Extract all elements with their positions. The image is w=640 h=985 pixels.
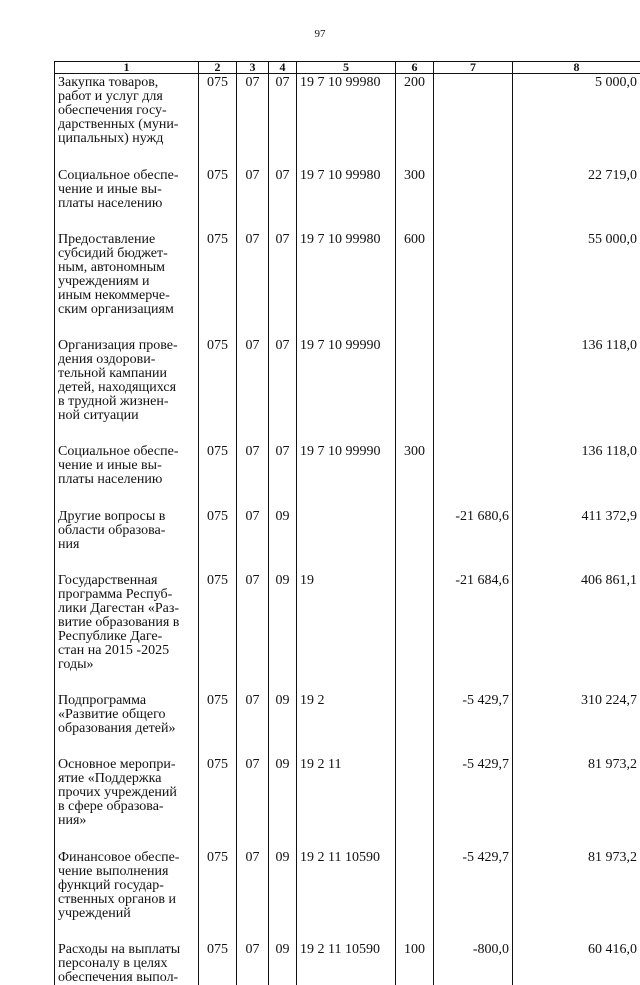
row-name-line: детей, находящихся	[58, 381, 196, 395]
admin-code-cell: 075	[199, 508, 237, 572]
row-name-line: дения оздорови-	[58, 353, 196, 367]
column-header: 6	[396, 62, 434, 74]
row-name-cell	[55, 756, 199, 849]
subsection-code-cell: 07	[269, 167, 297, 231]
row-name-line: программа Респуб-	[58, 588, 196, 602]
row-name-line: чение и иные вы-	[58, 459, 196, 473]
row-name-line: прочих учреждений	[58, 786, 196, 800]
admin-code-cell: 075	[199, 74, 237, 168]
row-name-line: Подпрограмма	[58, 694, 196, 708]
column-header: 8	[513, 62, 640, 74]
target-article-cell: 19 7 10 99980	[297, 167, 396, 231]
table-row	[55, 167, 640, 231]
row-name-line: чение и иные вы-	[58, 183, 196, 197]
target-article-cell: 19 7 10 99990	[297, 337, 396, 443]
row-name-line: «Развитие общего	[58, 708, 196, 722]
row-name-cell	[55, 231, 199, 337]
subsection-code-cell: 09	[269, 941, 297, 985]
total-amount-cell: 81 973,2	[513, 756, 640, 849]
row-name-line: Республике Даге-	[58, 630, 196, 644]
expense-type-cell: 100	[396, 941, 434, 985]
row-name-cell	[55, 167, 199, 231]
budget-table	[54, 61, 640, 985]
target-article-cell: 19 2	[297, 692, 396, 756]
row-name-line: обеспечения госу-	[58, 104, 196, 118]
expense-type-cell	[396, 508, 434, 572]
row-name-line: учреждений	[58, 907, 196, 921]
table-row	[55, 508, 640, 572]
total-amount-cell: 5 000,0	[513, 74, 640, 168]
row-name-line: Государственная	[58, 574, 196, 588]
table-row	[55, 692, 640, 756]
row-name-line: Предоставление	[58, 233, 196, 247]
table-row	[55, 756, 640, 849]
total-amount-cell: 411 372,9	[513, 508, 640, 572]
row-name-line: ния	[58, 538, 196, 552]
total-amount-cell: 310 224,7	[513, 692, 640, 756]
row-name-cell	[55, 849, 199, 941]
change-amount-cell: -5 429,7	[434, 692, 513, 756]
section-code-cell: 07	[237, 337, 269, 443]
admin-code-cell: 075	[199, 337, 237, 443]
row-name-line: субсидий бюджет-	[58, 247, 196, 261]
subsection-code-cell: 09	[269, 572, 297, 692]
target-article-cell: 19 2 11 10590	[297, 941, 396, 985]
row-name-line: Организация прове-	[58, 339, 196, 353]
admin-code-cell: 075	[199, 231, 237, 337]
row-name-line: области образова-	[58, 524, 196, 538]
column-header: 5	[297, 62, 396, 74]
total-amount-cell: 136 118,0	[513, 337, 640, 443]
section-code-cell: 07	[237, 167, 269, 231]
table-row	[55, 337, 640, 443]
row-name-line: ским организациям	[58, 303, 196, 317]
row-name-cell	[55, 74, 199, 168]
expense-type-cell	[396, 849, 434, 941]
change-amount-cell: -21 684,6	[434, 572, 513, 692]
subsection-code-cell: 07	[269, 337, 297, 443]
section-code-cell: 07	[237, 756, 269, 849]
row-name-cell	[55, 508, 199, 572]
expense-type-cell: 300	[396, 167, 434, 231]
table-row	[55, 443, 640, 508]
subsection-code-cell: 09	[269, 692, 297, 756]
table-row	[55, 572, 640, 692]
row-name-line: лики Дагестан «Раз-	[58, 602, 196, 616]
row-name-line: образования детей»	[58, 722, 196, 736]
admin-code-cell: 075	[199, 692, 237, 756]
admin-code-cell: 075	[199, 941, 237, 985]
row-name-line: учреждениям и	[58, 275, 196, 289]
change-amount-cell: -5 429,7	[434, 756, 513, 849]
row-name-line: Социальное обеспе-	[58, 445, 196, 459]
row-name-line: ственных органов и	[58, 893, 196, 907]
total-amount-cell: 60 416,0	[513, 941, 640, 985]
row-name-line: ной ситуации	[58, 409, 196, 423]
change-amount-cell: -21 680,6	[434, 508, 513, 572]
change-amount-cell: -5 429,7	[434, 849, 513, 941]
page-number: 97	[0, 28, 640, 40]
admin-code-cell: 075	[199, 756, 237, 849]
row-name-line: годы»	[58, 658, 196, 672]
table-row	[55, 941, 640, 985]
column-header: 2	[199, 62, 237, 74]
row-name-line: дарственных (муни-	[58, 118, 196, 132]
expense-type-cell: 600	[396, 231, 434, 337]
subsection-code-cell: 07	[269, 231, 297, 337]
section-code-cell: 07	[237, 74, 269, 168]
row-name-line: иным некоммерче-	[58, 289, 196, 303]
total-amount-cell: 81 973,2	[513, 849, 640, 941]
expense-type-cell	[396, 337, 434, 443]
column-header: 4	[269, 62, 297, 74]
table-body	[55, 74, 640, 985]
row-name-line: Основное меропри-	[58, 758, 196, 772]
total-amount-cell: 22 719,0	[513, 167, 640, 231]
subsection-code-cell: 09	[269, 849, 297, 941]
subsection-code-cell: 07	[269, 74, 297, 168]
total-amount-cell: 136 118,0	[513, 443, 640, 508]
row-name-line: работ и услуг для	[58, 90, 196, 104]
change-amount-cell	[434, 74, 513, 168]
change-amount-cell	[434, 167, 513, 231]
row-name-line: ципальных) нужд	[58, 132, 196, 146]
table-row	[55, 74, 640, 168]
expense-type-cell	[396, 756, 434, 849]
change-amount-cell	[434, 231, 513, 337]
section-code-cell: 07	[237, 692, 269, 756]
row-name-line: обеспечения выпол-	[58, 971, 196, 985]
target-article-cell: 19 2 11	[297, 756, 396, 849]
row-name-cell	[55, 337, 199, 443]
admin-code-cell: 075	[199, 849, 237, 941]
section-code-cell: 07	[237, 849, 269, 941]
target-article-cell: 19 7 10 99980	[297, 231, 396, 337]
target-article-cell: 19 7 10 99990	[297, 443, 396, 508]
row-name-line: платы населению	[58, 197, 196, 211]
row-name-line: ятие «Поддержка	[58, 772, 196, 786]
column-header: 1	[55, 62, 199, 74]
subsection-code-cell: 09	[269, 508, 297, 572]
row-name-line: Расходы на выплаты	[58, 943, 196, 957]
section-code-cell: 07	[237, 572, 269, 692]
row-name-line: в сфере образова-	[58, 800, 196, 814]
section-code-cell: 07	[237, 231, 269, 337]
target-article-cell	[297, 508, 396, 572]
column-header: 3	[237, 62, 269, 74]
total-amount-cell: 55 000,0	[513, 231, 640, 337]
admin-code-cell: 075	[199, 167, 237, 231]
target-article-cell: 19 7 10 99980	[297, 74, 396, 168]
subsection-code-cell: 09	[269, 756, 297, 849]
row-name-cell	[55, 443, 199, 508]
section-code-cell: 07	[237, 941, 269, 985]
row-name-line: ния»	[58, 814, 196, 828]
target-article-cell: 19 2 11 10590	[297, 849, 396, 941]
row-name-cell	[55, 572, 199, 692]
total-amount-cell: 406 861,1	[513, 572, 640, 692]
row-name-cell	[55, 941, 199, 985]
admin-code-cell: 075	[199, 443, 237, 508]
expense-type-cell	[396, 572, 434, 692]
row-name-line: функций государ-	[58, 879, 196, 893]
row-name-line: тельной кампании	[58, 367, 196, 381]
row-name-line: Другие вопросы в	[58, 510, 196, 524]
expense-type-cell: 200	[396, 74, 434, 168]
table-row	[55, 849, 640, 941]
column-header: 7	[434, 62, 513, 74]
row-name-line: платы населению	[58, 473, 196, 487]
table-row	[55, 231, 640, 337]
row-name-cell	[55, 692, 199, 756]
expense-type-cell	[396, 692, 434, 756]
section-code-cell: 07	[237, 508, 269, 572]
expense-type-cell: 300	[396, 443, 434, 508]
admin-code-cell: 075	[199, 572, 237, 692]
row-name-line: чение выполнения	[58, 865, 196, 879]
row-name-line: Социальное обеспе-	[58, 169, 196, 183]
subsection-code-cell: 07	[269, 443, 297, 508]
change-amount-cell	[434, 337, 513, 443]
row-name-line: Закупка товаров,	[58, 76, 196, 90]
row-name-line: в трудной жизнен-	[58, 395, 196, 409]
section-code-cell: 07	[237, 443, 269, 508]
change-amount-cell: -800,0	[434, 941, 513, 985]
row-name-line: стан на 2015 -2025	[58, 644, 196, 658]
row-name-line: Финансовое обеспе-	[58, 851, 196, 865]
row-name-line: ным, автономным	[58, 261, 196, 275]
row-name-line: персоналу в целях	[58, 957, 196, 971]
target-article-cell: 19	[297, 572, 396, 692]
row-name-line: витие образования в	[58, 616, 196, 630]
change-amount-cell	[434, 443, 513, 508]
header-row	[55, 62, 640, 74]
